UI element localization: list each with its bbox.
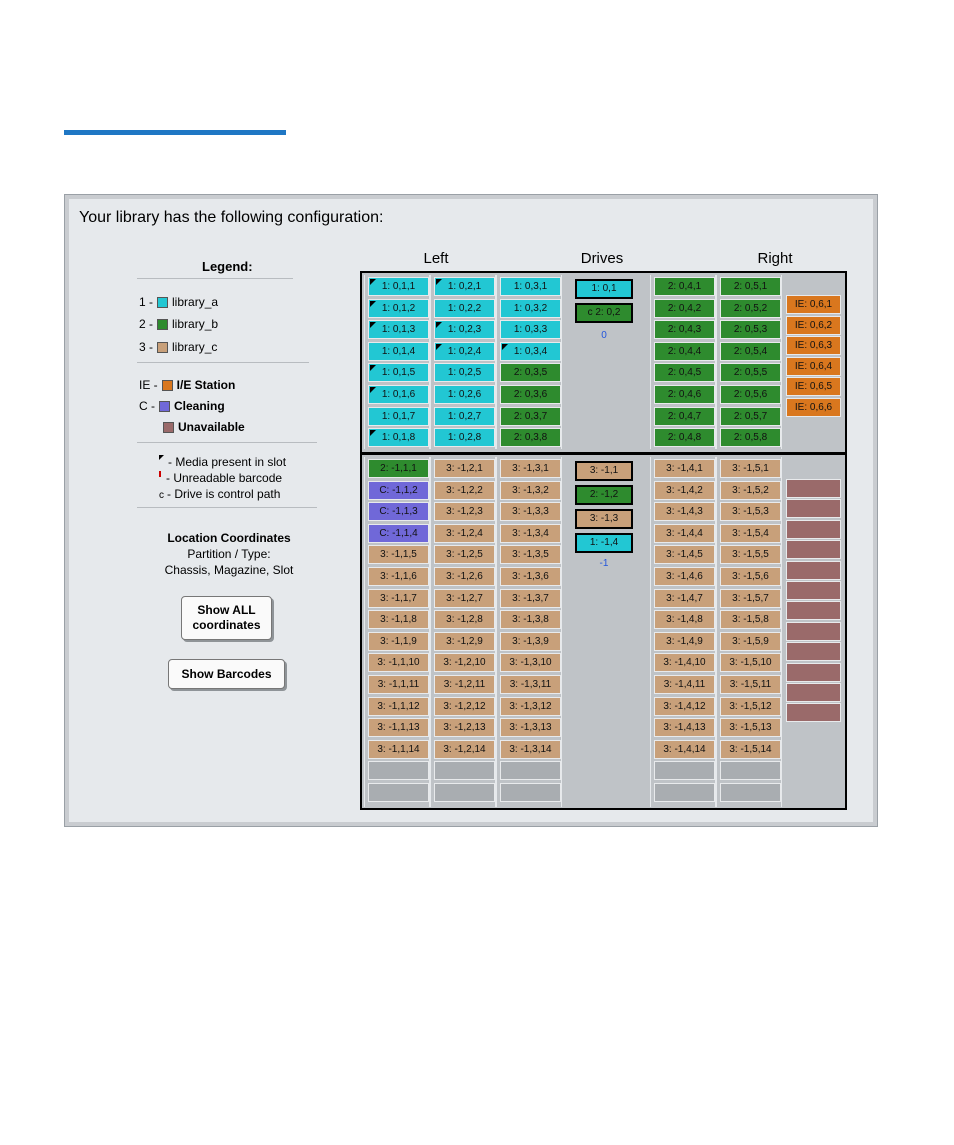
slot-cell[interactable]: 1: 0,3,3 [500,320,561,339]
legend-key: IE - [139,378,158,392]
slot-cell[interactable]: 3: -1,4,5 [654,545,715,564]
header-right: Right [757,250,793,267]
legend-divider [137,507,317,508]
legend-key: C - [139,399,155,413]
slot-cell[interactable]: 3: -1,4,1 [654,459,715,478]
slot-cell[interactable]: 3: -1,2,6 [434,567,495,586]
ie-slot[interactable]: IE: 0,6,2 [786,316,841,335]
slot-cell[interactable]: 1: 0,1,3 [368,320,429,339]
slot-cell[interactable]: 1: 0,2,2 [434,299,495,318]
slot-cell[interactable]: 1: 0,1,8 [368,428,429,447]
slot-cell[interactable]: 1: 0,2,8 [434,428,495,447]
header-drives: Drives [580,250,624,267]
slot-cell[interactable]: 3: -1,3,6 [500,567,561,586]
unavailable-slot [786,601,841,620]
slot-cell[interactable]: 3: -1,3,13 [500,718,561,737]
configuration-title: Your library has the following configuration: [79,209,384,226]
slot-cell[interactable]: 3: -1,2,7 [434,589,495,608]
slot-cell[interactable]: 3: -1,4,3 [654,502,715,521]
empty-slot[interactable] [654,783,715,802]
slot-cell[interactable]: 3: -1,3,10 [500,653,561,672]
slot-cell[interactable]: 3: -1,2,5 [434,545,495,564]
magazine-column [650,457,716,807]
section-divider [362,452,845,455]
slot-cell[interactable]: 3: -1,1,9 [368,632,429,651]
slot-cell[interactable]: 2: 0,4,3 [654,320,715,339]
drive-cell[interactable]: 1: -1,4 [575,533,633,553]
note-control-path [159,487,280,501]
slot-cell[interactable]: 2: 0,3,8 [500,428,561,447]
legend-partition-3 [139,340,217,354]
note-media-present [159,455,286,469]
slot-cell[interactable]: 3: -1,1,10 [368,653,429,672]
slot-cell[interactable]: 2: 0,5,6 [720,385,781,404]
legend-label: library_c [172,340,218,354]
unavailable-slot [786,683,841,702]
unavailable-slot [786,479,841,498]
slot-cell[interactable]: 2: 0,5,4 [720,342,781,361]
magazine-column [650,275,716,449]
slot-cell[interactable]: 3: -1,2,2 [434,481,495,500]
note-text: - Drive is control path [167,487,281,501]
legend-partition-2 [139,317,218,331]
header-left: Left [423,250,449,267]
legend-unavailable [163,420,245,434]
library-slot-grid [360,271,847,810]
slot-cell[interactable]: C: -1,1,3 [368,502,429,521]
slot-cell[interactable]: 3: -1,5,8 [720,610,781,629]
ie-station-column [784,275,844,449]
slot-cell[interactable]: 3: -1,5,2 [720,481,781,500]
slot-cell[interactable]: 1: 0,2,7 [434,407,495,426]
drive-count: 0 [601,330,607,341]
slot-cell[interactable]: 3: -1,5,4 [720,524,781,543]
legend-cleaning [139,399,225,413]
slot-cell[interactable]: 2: 0,5,1 [720,277,781,296]
slot-cell[interactable]: 2: 0,4,6 [654,385,715,404]
slot-cell[interactable]: 3: -1,5,14 [720,740,781,759]
slot-cell[interactable]: 3: -1,4,7 [654,589,715,608]
ie-slot[interactable]: IE: 0,6,5 [786,377,841,396]
unavailable-slot [786,561,841,580]
slot-cell[interactable]: 2: 0,4,2 [654,299,715,318]
library-c-swatch [157,342,168,353]
slot-cell[interactable]: 2: 0,4,1 [654,277,715,296]
slot-cell[interactable]: 3: -1,3,11 [500,675,561,694]
media-present-icon [436,322,442,328]
media-present-icon [370,387,376,393]
slot-cell[interactable]: 3: -1,2,12 [434,697,495,716]
slot-cell[interactable]: 3: -1,3,1 [500,459,561,478]
slot-cell[interactable]: 3: -1,5,6 [720,567,781,586]
show-barcodes-button[interactable] [168,659,285,689]
note-text: - Media present in slot [168,455,287,469]
media-present-icon [370,301,376,307]
magazine-column [364,457,430,807]
slot-cell[interactable]: 3: -1,1,11 [368,675,429,694]
legend-label: library_a [172,295,219,309]
media-present-icon [502,344,508,350]
slot-cell[interactable]: 1: 0,2,1 [434,277,495,296]
unavailable-slot [786,622,841,641]
magazine-column [430,457,496,807]
button-label: coordinates [192,618,261,632]
unavailable-slot [786,499,841,518]
slot-cell[interactable]: 3: -1,4,11 [654,675,715,694]
empty-slot[interactable] [654,761,715,780]
slot-cell[interactable]: 1: 0,1,7 [368,407,429,426]
slot-cell[interactable]: 3: -1,1,5 [368,545,429,564]
panel-body [69,199,873,822]
slot-cell[interactable]: 3: -1,2,14 [434,740,495,759]
slot-cell[interactable]: 1: 0,2,4 [434,342,495,361]
unavailable-slot [786,520,841,539]
empty-slot[interactable] [368,783,429,802]
slot-cell[interactable]: 3: -1,2,8 [434,610,495,629]
button-label: Show Barcodes [181,666,272,681]
slot-cell[interactable]: 3: -1,4,6 [654,567,715,586]
slot-cell[interactable]: 3: -1,4,9 [654,632,715,651]
drive-cell[interactable]: c 2: 0,2 [575,303,633,323]
drive-cell[interactable]: 1: 0,1 [575,279,633,299]
ie-slot[interactable]: IE: 0,6,3 [786,336,841,355]
ie-slot[interactable]: IE: 0,6,4 [786,357,841,376]
magazine-column [430,275,496,449]
slot-cell[interactable]: 2: 0,5,8 [720,428,781,447]
slot-cell[interactable]: 3: -1,3,14 [500,740,561,759]
slot-cell[interactable]: 3: -1,2,1 [434,459,495,478]
slot-cell[interactable]: 2: 0,4,5 [654,363,715,382]
media-present-marker-icon [159,455,164,460]
slot-cell[interactable]: 1: 0,1,2 [368,299,429,318]
empty-slot[interactable] [720,761,781,780]
media-present-icon [370,430,376,436]
unavailable-swatch [163,422,174,433]
media-present-icon [436,344,442,350]
location-line-1: Partition / Type: [187,547,271,561]
empty-slot[interactable] [434,783,495,802]
slot-cell[interactable]: 3: -1,4,13 [654,718,715,737]
slot-cell[interactable]: 3: -1,1,7 [368,589,429,608]
slot-cell[interactable]: 1: 0,2,5 [434,363,495,382]
slot-cell[interactable]: 3: -1,5,12 [720,697,781,716]
slot-cell[interactable]: 3: -1,2,9 [434,632,495,651]
slot-cell[interactable]: 3: -1,2,13 [434,718,495,737]
slot-cell[interactable]: 2: -1,1,1 [368,459,429,478]
slot-cell[interactable]: 3: -1,5,1 [720,459,781,478]
slot-cell[interactable]: 1: 0,2,3 [434,320,495,339]
slot-cell[interactable]: 3: -1,3,12 [500,697,561,716]
slot-cell[interactable]: 3: -1,4,8 [654,610,715,629]
unavailable-slot [786,663,841,682]
show-all-coordinates-button[interactable] [181,596,272,640]
slot-cell[interactable]: 1: 0,3,2 [500,299,561,318]
slot-cell[interactable]: 3: -1,1,12 [368,697,429,716]
ie-slot[interactable]: IE: 0,6,6 [786,398,841,417]
legend-divider [137,442,317,443]
empty-slot[interactable] [500,761,561,780]
slot-cell[interactable]: 1: 0,1,4 [368,342,429,361]
slot-cell[interactable]: 3: -1,2,11 [434,675,495,694]
slot-cell[interactable]: 3: -1,4,12 [654,697,715,716]
unavailable-column [784,457,844,807]
drive-cell[interactable]: 3: -1,1 [575,461,633,481]
slot-cell[interactable]: 3: -1,3,2 [500,481,561,500]
header-rule [64,130,286,135]
media-present-icon [436,279,442,285]
slot-cell[interactable]: 3: -1,4,14 [654,740,715,759]
magazine-column [496,457,562,807]
legend-label: Cleaning [174,399,225,413]
media-present-icon [370,279,376,285]
slot-cell[interactable]: 2: 0,5,5 [720,363,781,382]
slot-cell[interactable]: 3: -1,2,3 [434,502,495,521]
slot-cell[interactable]: 1: 0,1,6 [368,385,429,404]
legend-ie-station [139,378,235,392]
slot-cell[interactable]: 1: 0,3,1 [500,277,561,296]
media-present-icon [370,365,376,371]
control-path-marker: c [159,490,164,501]
slot-cell[interactable]: 3: -1,3,5 [500,545,561,564]
slot-cell[interactable]: 3: -1,5,7 [720,589,781,608]
library-a-swatch [157,297,168,308]
slot-cell[interactable]: 3: -1,4,4 [654,524,715,543]
slot-cell[interactable]: 3: -1,4,10 [654,653,715,672]
location-line-2: Chassis, Magazine, Slot [164,563,294,577]
cleaning-swatch [159,401,170,412]
magazine-column [716,457,782,807]
empty-slot[interactable] [720,783,781,802]
slot-cell[interactable]: 3: -1,3,3 [500,502,561,521]
unreadable-barcode-marker-icon [159,471,161,477]
empty-slot[interactable] [368,761,429,780]
slot-cell[interactable]: 3: -1,3,8 [500,610,561,629]
empty-slot[interactable] [500,783,561,802]
location-coordinates-title: Location Coordinates [167,531,291,545]
slot-cell[interactable]: 3: -1,5,11 [720,675,781,694]
slot-cell[interactable]: 1: 0,1,1 [368,277,429,296]
slot-cell[interactable]: 1: 0,3,4 [500,342,561,361]
drive-count: -1 [599,558,609,569]
magazine-column [716,275,782,449]
slot-cell[interactable]: 3: -1,5,5 [720,545,781,564]
slot-cell[interactable]: 2: 0,4,8 [654,428,715,447]
button-label: Show ALL [197,603,256,617]
legend-label: library_b [172,317,219,331]
magazine-column [364,275,430,449]
drive-cell[interactable]: 3: -1,3 [575,509,633,529]
unavailable-slot [786,540,841,559]
magazine-column [496,275,562,449]
slot-cell[interactable]: 1: 0,1,5 [368,363,429,382]
media-present-icon [370,322,376,328]
slot-cell[interactable]: 3: -1,1,13 [368,718,429,737]
slot-cell[interactable]: 3: -1,3,7 [500,589,561,608]
slot-cell[interactable]: 2: 0,5,2 [720,299,781,318]
legend-title: Legend: [202,259,253,274]
slot-cell[interactable]: 2: 0,5,7 [720,407,781,426]
legend-label: I/E Station [176,378,236,392]
note-unreadable-barcode [159,471,282,485]
slot-cell[interactable]: 3: -1,2,10 [434,653,495,672]
slot-cell[interactable]: 3: -1,1,14 [368,740,429,759]
unavailable-slot [786,581,841,600]
slot-cell[interactable]: C: -1,1,2 [368,481,429,500]
slot-cell[interactable]: 2: 0,5,3 [720,320,781,339]
slot-cell[interactable]: 3: -1,5,13 [720,718,781,737]
slot-cell[interactable]: 3: -1,5,3 [720,502,781,521]
drive-cell[interactable]: 2: -1,2 [575,485,633,505]
slot-cell[interactable]: 3: -1,1,8 [368,610,429,629]
slot-cell[interactable]: 3: -1,1,6 [368,567,429,586]
slot-cell[interactable]: 3: -1,4,2 [654,481,715,500]
slot-cell[interactable]: 2: 0,4,4 [654,342,715,361]
unavailable-slot [786,642,841,661]
slot-cell[interactable]: 3: -1,2,4 [434,524,495,543]
library-b-swatch [157,319,168,330]
slot-cell[interactable]: 2: 0,4,7 [654,407,715,426]
legend-key: 1 - [139,295,154,309]
slot-cell[interactable]: 3: -1,3,9 [500,632,561,651]
ie-slot[interactable]: IE: 0,6,1 [786,295,841,314]
library-configuration-panel [64,194,878,827]
legend-key: 3 - [139,340,154,354]
slot-cell[interactable]: 2: 0,3,7 [500,407,561,426]
slot-cell[interactable]: 3: -1,5,10 [720,653,781,672]
empty-slot[interactable] [434,761,495,780]
legend-label: Unavailable [178,420,245,434]
slot-cell[interactable]: 3: -1,3,4 [500,524,561,543]
slot-cell[interactable]: C: -1,1,4 [368,524,429,543]
legend-divider [137,278,293,279]
slot-cell[interactable]: 3: -1,5,9 [720,632,781,651]
unavailable-slot [786,703,841,722]
legend-key: 2 - [139,317,154,331]
ie-station-swatch [162,380,173,391]
slot-cell[interactable]: 2: 0,3,5 [500,363,561,382]
slot-cell[interactable]: 2: 0,3,6 [500,385,561,404]
legend-partition-1 [139,295,218,309]
note-text: - Unreadable barcode [166,471,283,485]
slot-cell[interactable]: 1: 0,2,6 [434,385,495,404]
legend-divider [137,362,309,363]
